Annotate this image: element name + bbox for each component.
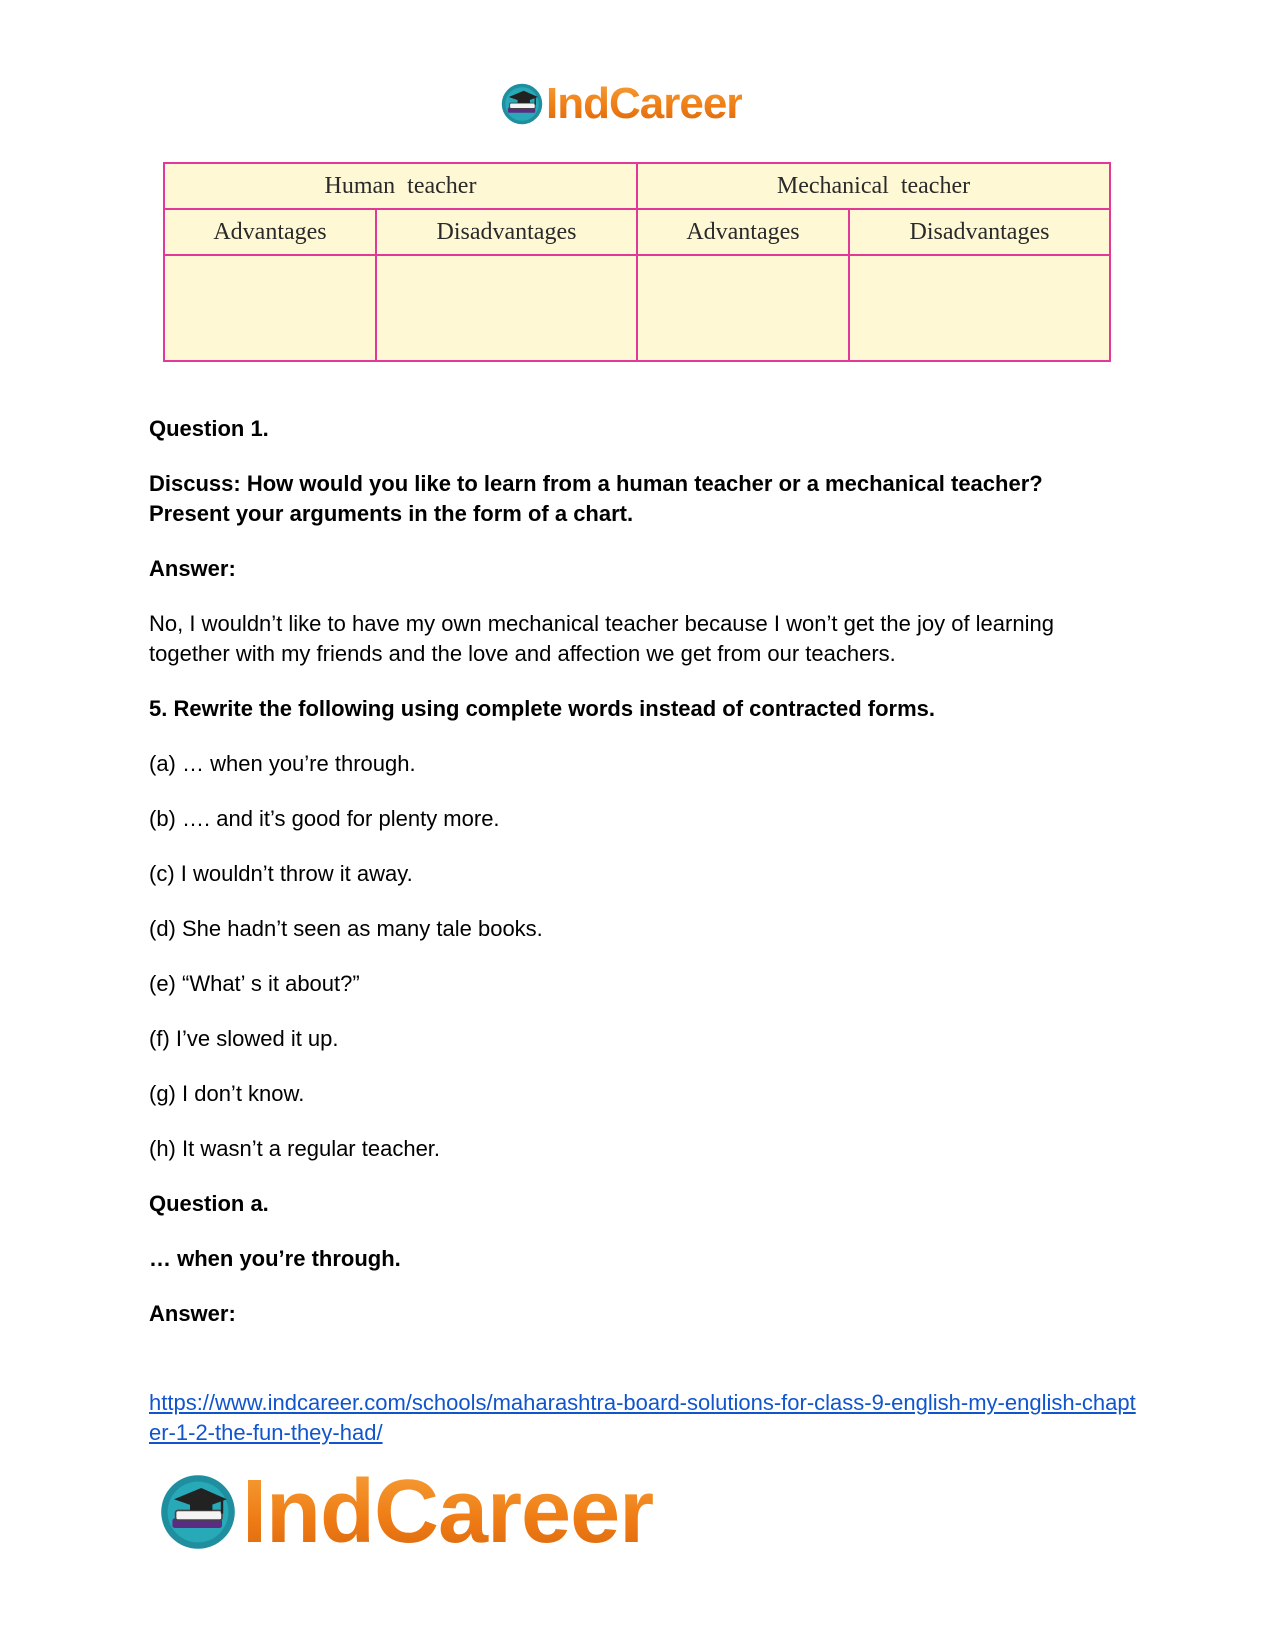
section5-heading: 5. Rewrite the following using complete words instead of contracted forms. bbox=[149, 696, 935, 721]
table-cell bbox=[164, 255, 376, 361]
mechanical-advantages-header: Advantages bbox=[637, 209, 849, 255]
mechanical-disadvantages-header: Disadvantages bbox=[849, 209, 1110, 255]
question-a-text: … when you’re through. bbox=[149, 1246, 401, 1271]
question1-heading: Question 1. bbox=[149, 416, 269, 441]
table-cell bbox=[849, 255, 1110, 361]
list-item: (e) “What’ s it about?” bbox=[149, 971, 360, 996]
table-empty-row bbox=[164, 255, 1110, 361]
table-group-header-row bbox=[164, 163, 1110, 209]
brand-logo-bottom bbox=[158, 1462, 653, 1562]
brand-logo-text: IndCareer bbox=[546, 79, 743, 128]
graduation-book-icon bbox=[158, 1472, 238, 1552]
table-sub-header-row bbox=[164, 209, 1110, 255]
list-item: (f) I’ve slowed it up. bbox=[149, 1026, 339, 1051]
document-body bbox=[149, 414, 1129, 1354]
brand-logo-top bbox=[500, 76, 742, 132]
human-disadvantages-header: Disadvantages bbox=[376, 209, 637, 255]
source-link[interactable]: https://www.indcareer.com/schools/maharashtra-board-solutions-for-class-9-english-my-english-chapter-1-2-the-fun-they-had/ bbox=[149, 1390, 1136, 1445]
answer1-text: No, I wouldn’t like to have my own mechanical teacher because I won’t get the joy of learning together with my friends and the love and affection we get from our teachers. bbox=[149, 611, 1054, 666]
list-item: (d) She hadn’t seen as many tale books. bbox=[149, 916, 543, 941]
answer-a-label: Answer: bbox=[149, 1301, 236, 1326]
list-item: (a) … when you’re through. bbox=[149, 751, 416, 776]
brand-logo-text: IndCareer bbox=[242, 1461, 654, 1562]
mechanical-teacher-header: Mechanical teacher bbox=[637, 163, 1110, 209]
list-item: (b) …. and it’s good for plenty more. bbox=[149, 806, 500, 831]
list-item: (g) I don’t know. bbox=[149, 1081, 305, 1106]
table-cell bbox=[376, 255, 637, 361]
graduation-book-icon bbox=[500, 82, 544, 126]
teacher-comparison-table bbox=[163, 162, 1111, 362]
list-item: (c) I wouldn’t throw it away. bbox=[149, 861, 413, 886]
question1-text: Discuss: How would you like to learn from a human teacher or a mechanical teacher? Present your arguments in the form of a chart. bbox=[149, 471, 1043, 526]
human-teacher-header: Human teacher bbox=[164, 163, 637, 209]
question-a-heading: Question a. bbox=[149, 1191, 269, 1216]
table-cell bbox=[637, 255, 849, 361]
answer1-label: Answer: bbox=[149, 556, 236, 581]
list-item: (h) It wasn’t a regular teacher. bbox=[149, 1136, 441, 1161]
human-advantages-header: Advantages bbox=[164, 209, 376, 255]
